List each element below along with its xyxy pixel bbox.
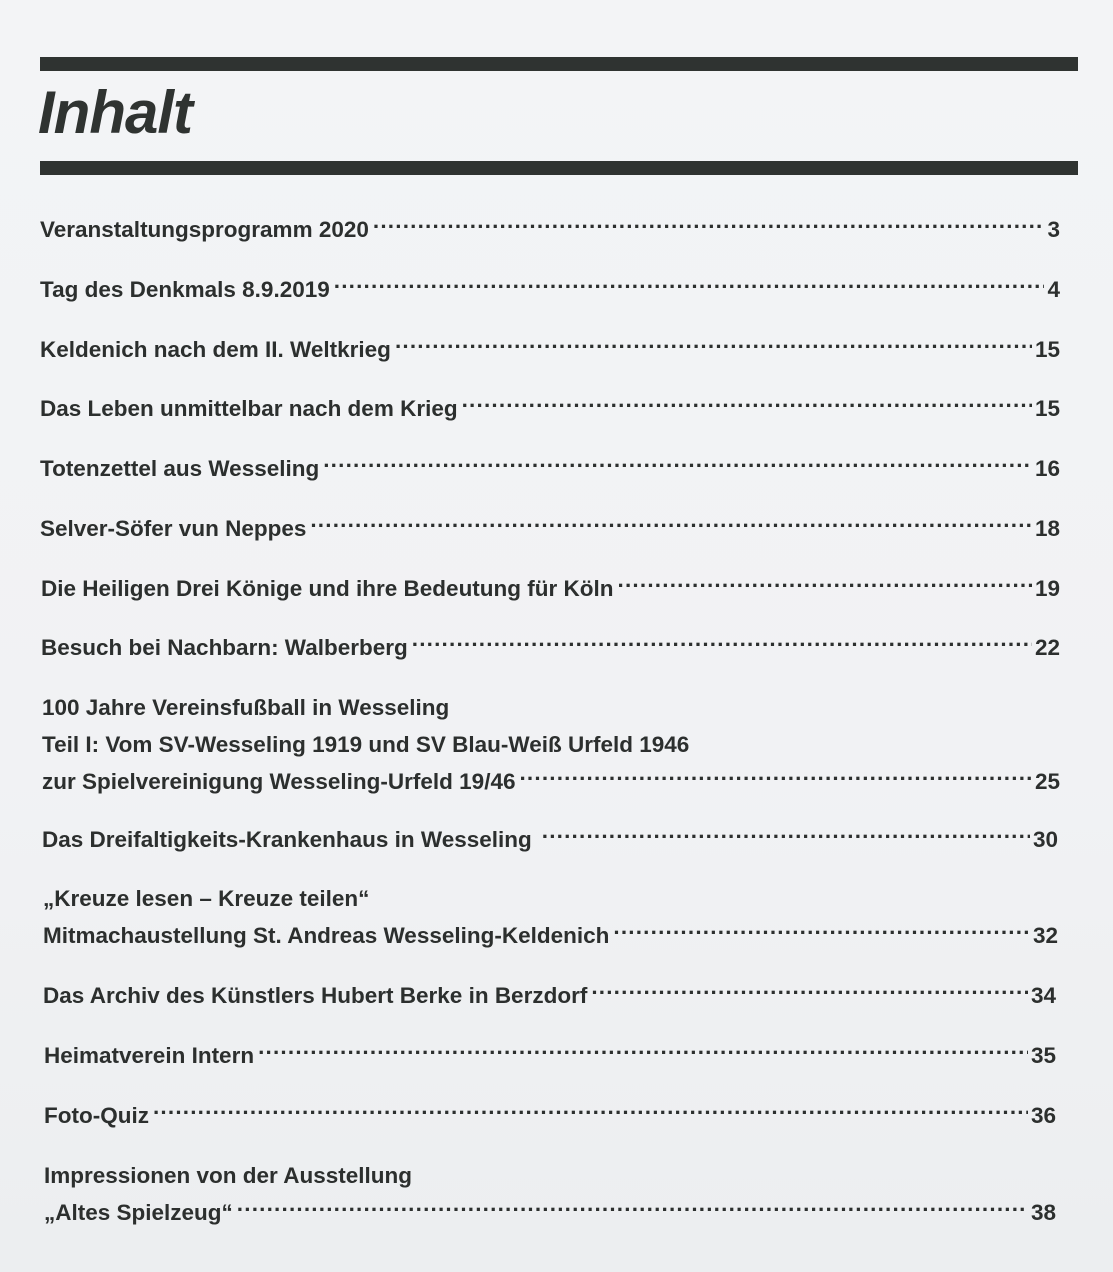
toc-entry-title: Heimatverein Intern: [44, 1043, 255, 1068]
toc-entry-page: 22: [1034, 635, 1060, 660]
toc-entry-title: Das Dreifaltigkeits-Krankenhaus in Wesseling: [42, 827, 532, 852]
toc-entry-title: Tag des Denkmals 8.9.2019: [40, 277, 330, 302]
toc-entry-line: [42, 821, 1058, 858]
toc-entry-page: 34: [1030, 983, 1056, 1008]
toc-entry-heading-line: Impressionen von der Ausstellung: [44, 1163, 412, 1188]
toc-entry-title: Selver-Söfer vun Neppes: [40, 516, 307, 541]
toc-entry[interactable]: [40, 390, 1060, 427]
toc-entry-page: 19: [1034, 576, 1060, 601]
dot-leader: [613, 921, 1030, 944]
toc-entry[interactable]: [43, 977, 1056, 1014]
toc-entry-line: [40, 510, 1060, 547]
dot-leader: [323, 454, 1032, 477]
toc-entry[interactable]: [42, 821, 1058, 858]
dot-leader: [591, 981, 1028, 1004]
toc-entry-line: [40, 211, 1060, 248]
toc-entry-heading-line: Teil I: Vom SV-Wesseling 1919 und SV Blau-Weiß Urfeld 1946: [42, 732, 690, 757]
toc-entry-title: Mitmachaustellung St. Andreas Wesseling-Keldenich: [43, 923, 610, 948]
toc-entry-line: [43, 917, 1058, 954]
toc-entry-line: [41, 629, 1060, 666]
toc-entry-page: 15: [1034, 396, 1060, 421]
toc-entry[interactable]: [40, 510, 1060, 547]
toc-entry-line: [40, 271, 1060, 308]
toc-entry-page: 15: [1034, 337, 1060, 362]
toc-entry[interactable]: [40, 331, 1060, 368]
toc-entry[interactable]: [42, 689, 1060, 800]
toc-entry-page: 38: [1030, 1200, 1056, 1225]
toc-entry-heading-line: „Kreuze lesen – Kreuze teilen“: [43, 886, 370, 911]
toc-entry-line: [44, 1097, 1056, 1134]
toc-entry-title: „Altes Spielzeug“: [44, 1200, 233, 1225]
dot-leader: [237, 1198, 1028, 1221]
toc-entry-page: 30: [1032, 827, 1058, 852]
toc-entry[interactable]: [43, 880, 1058, 954]
dot-leader: [412, 633, 1032, 656]
toc-entry-title: zur Spielvereinigung Wesseling-Urfeld 19/46: [42, 769, 516, 794]
toc-entry-page: 35: [1030, 1043, 1056, 1068]
toc-entry-title: Veranstaltungsprogramm 2020: [40, 217, 369, 242]
toc-entry-line: [44, 1037, 1056, 1074]
dot-leader: [542, 825, 1030, 848]
toc-entry[interactable]: [41, 629, 1060, 666]
toc-entry-title: Die Heiligen Drei Könige und ihre Bedeutung für Köln: [41, 576, 614, 601]
dot-leader: [310, 514, 1032, 537]
toc-entry-line: [43, 977, 1056, 1014]
toc-entry-line: [40, 450, 1060, 487]
toc-entry-title: Totenzettel aus Wesseling: [40, 456, 320, 481]
toc-entry[interactable]: [44, 1037, 1056, 1074]
toc-entry-page: 3: [1047, 217, 1060, 242]
toc-entry-line: [41, 570, 1060, 607]
dot-leader: [462, 394, 1032, 417]
toc-entry-heading-line: 100 Jahre Vereinsfußball in Wesseling: [42, 695, 450, 720]
toc-entry-title: Das Archiv des Künstlers Hubert Berke in Berzdorf: [43, 983, 588, 1008]
page-title: Inhalt: [38, 79, 192, 146]
toc-entry-page: 18: [1034, 516, 1060, 541]
toc-entry[interactable]: [44, 1097, 1056, 1134]
toc-entry-line: [40, 390, 1060, 427]
dot-leader: [258, 1041, 1028, 1064]
dot-leader: [153, 1101, 1028, 1124]
toc-entry-line: [40, 331, 1060, 368]
toc-entry[interactable]: [40, 450, 1060, 487]
toc-entry-line: [42, 763, 1060, 800]
toc-entry-title: Foto-Quiz: [44, 1103, 149, 1128]
dot-leader: [519, 767, 1032, 790]
toc-entry-page: 32: [1032, 923, 1058, 948]
toc-entry[interactable]: [44, 1157, 1056, 1231]
toc-entry[interactable]: [41, 570, 1060, 607]
dot-leader: [373, 215, 1045, 238]
toc-entry-page: 25: [1034, 769, 1060, 794]
toc-entry-line: [44, 1194, 1056, 1231]
toc-entry-page: 4: [1047, 277, 1060, 302]
toc-entry[interactable]: [40, 271, 1060, 308]
toc-entry-title: Das Leben unmittelbar nach dem Krieg: [40, 396, 458, 421]
toc-entry-title: Keldenich nach dem II. Weltkrieg: [40, 337, 391, 362]
toc-entry-page: 16: [1034, 456, 1060, 481]
toc-entry-page: 36: [1030, 1103, 1056, 1128]
toc-entry[interactable]: [40, 211, 1060, 248]
dot-leader: [334, 275, 1045, 298]
dot-leader: [395, 335, 1032, 358]
dot-leader: [618, 574, 1032, 597]
toc-entry-title: Besuch bei Nachbarn: Walberberg: [41, 635, 408, 660]
